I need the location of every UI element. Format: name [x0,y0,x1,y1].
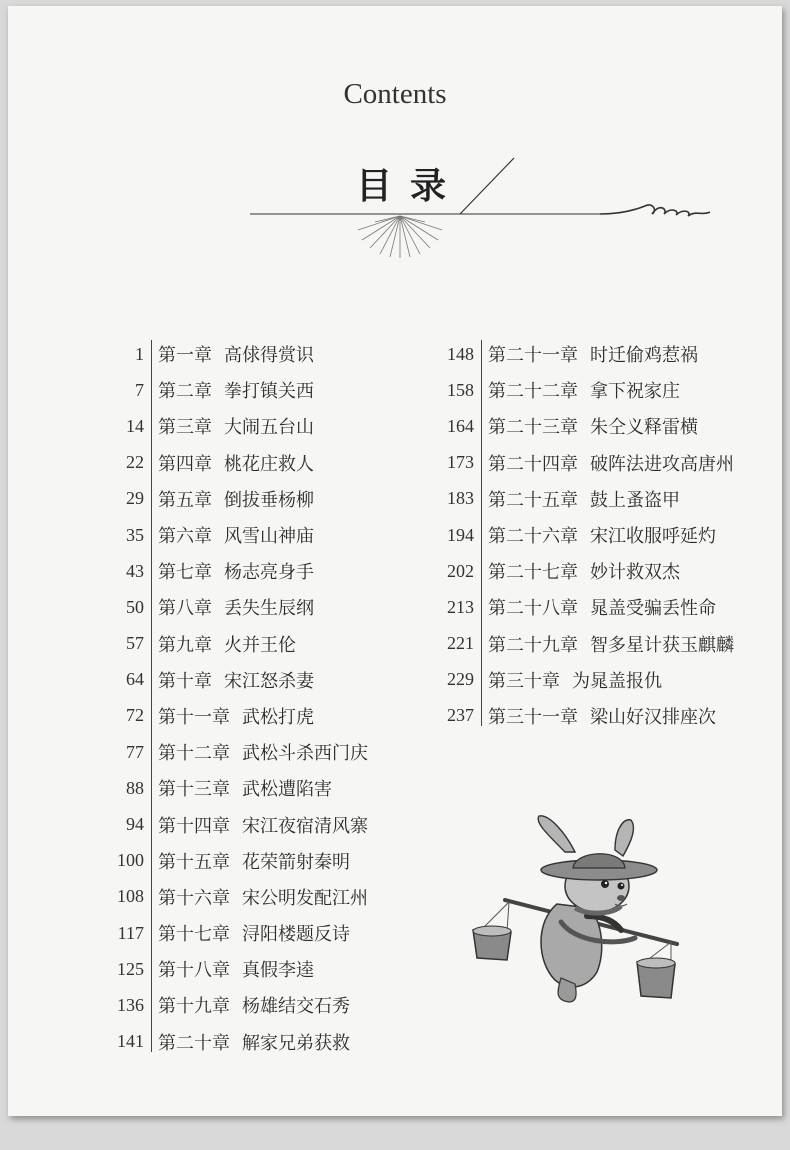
toc-entry[interactable] [100,589,368,625]
toc-chapter-label: 第三十一章 [488,706,578,728]
toc-chapter-title: 为晁盖报仇 [572,670,662,692]
toc-entry[interactable] [100,553,368,589]
toc-chapter-label: 第二十二章 [488,381,578,403]
toc-chapter-label: 第十四章 [158,815,230,837]
toc-chapter-title: 大闹五台山 [224,417,314,439]
toc-entry[interactable] [430,372,734,408]
toc-entry[interactable] [100,662,368,698]
toc-page-number: 7 [135,379,144,400]
toc-chapter-title: 宋公明发配江州 [242,887,368,909]
toc-chapter-title: 宋江夜宿清风寨 [242,815,368,837]
toc-chapter-title: 花荣箭射秦明 [242,851,350,873]
toc-column-left [100,336,368,1060]
toc-chapter-title: 风雪山神庙 [224,526,314,548]
toc-page-number: 29 [126,488,144,509]
toc-entry[interactable] [430,662,734,698]
toc-page-number: 1 [135,343,144,364]
toc-entry[interactable] [430,481,734,517]
toc-page-number: 72 [126,705,144,726]
toc-entry[interactable] [430,626,734,662]
toc-page-number: 158 [447,379,474,400]
toc-page-number: 173 [447,452,474,473]
toc-chapter-title: 高俅得赏识 [224,345,314,367]
rabbit-carrying-buckets-illustration [465,812,685,1012]
toc-page-number: 141 [117,1031,144,1052]
toc-chapter-label: 第二十六章 [488,526,578,548]
toc-chapter-label: 第十九章 [158,996,230,1018]
toc-chapter-label: 第十八章 [158,960,230,982]
toc-page-number: 22 [126,452,144,473]
toc-entry[interactable] [430,408,734,444]
toc-page-number: 14 [126,415,144,436]
toc-chapter-title: 倒拔垂杨柳 [224,489,314,511]
toc-chapter-title: 拿下祝家庄 [590,381,680,403]
toc-page-number: 221 [447,633,474,654]
toc-entry[interactable] [430,553,734,589]
toc-page-number: 194 [447,524,474,545]
toc-entry[interactable] [100,336,368,372]
toc-chapter-label: 第三章 [158,417,212,439]
toc-entry[interactable] [100,408,368,444]
toc-chapter-label: 第十一章 [158,706,230,728]
toc-page-number: 64 [126,669,144,690]
toc-entry[interactable] [430,517,734,553]
toc-chapter-title: 真假李逵 [242,960,314,982]
title-ornament [240,150,720,260]
toc-page-number: 136 [117,994,144,1015]
toc-chapter-label: 第四章 [158,453,212,475]
toc-chapter-label: 第三十章 [488,670,560,692]
toc-page-number: 237 [447,705,474,726]
toc-entry[interactable] [430,445,734,481]
toc-chapter-title: 鼓上蚤盗甲 [590,489,680,511]
toc-chapter-label: 第十七章 [158,924,230,946]
toc-chapter-title: 朱仝义释雷横 [590,417,698,439]
toc-page-number: 50 [126,596,144,617]
toc-chapter-label: 第十二章 [158,743,230,765]
toc-entry[interactable] [100,1024,368,1060]
toc-chapter-title: 时迁偷鸡惹祸 [590,345,698,367]
toc-entry[interactable] [100,626,368,662]
toc-page-number: 88 [126,777,144,798]
toc-chapter-title: 桃花庄救人 [224,453,314,475]
toc-chapter-label: 第十章 [158,670,212,692]
toc-chapter-title: 火并王伦 [224,634,296,656]
toc-chapter-title: 武松斗杀西门庆 [242,743,368,765]
toc-chapter-label: 第五章 [158,489,212,511]
toc-chapter-title: 智多星计获玉麒麟 [590,634,734,656]
toc-entry[interactable] [100,806,368,842]
toc-chapter-title: 丢失生辰纲 [224,598,314,620]
toc-page-number: 164 [447,415,474,436]
toc-chapter-title: 解家兄弟获救 [242,1032,350,1054]
toc-page-number: 94 [126,814,144,835]
toc-entry[interactable] [100,770,368,806]
toc-chapter-label: 第十三章 [158,779,230,801]
toc-entry[interactable] [100,951,368,987]
toc-chapter-label: 第二十章 [158,1032,230,1054]
toc-entry[interactable] [100,734,368,770]
toc-entry[interactable] [430,698,734,734]
toc-page-number: 100 [117,850,144,871]
toc-chapter-title: 武松打虎 [242,706,314,728]
toc-chapter-label: 第二十四章 [488,453,578,475]
toc-chapter-label: 第九章 [158,634,212,656]
toc-entry[interactable] [430,589,734,625]
toc-entry[interactable] [100,372,368,408]
contents-title-cn: 目录 [356,165,465,207]
toc-chapter-title: 浔阳楼题反诗 [242,924,350,946]
toc-entry[interactable] [100,481,368,517]
toc-entry[interactable] [100,445,368,481]
toc-page-number: 183 [447,488,474,509]
toc-entry[interactable] [100,843,368,879]
toc-page-number: 125 [117,958,144,979]
toc-chapter-title: 宋江怒杀妻 [224,670,314,692]
toc-chapter-title: 宋江收服呼延灼 [590,526,716,548]
toc-chapter-label: 第二十九章 [488,634,578,656]
toc-entry[interactable] [100,987,368,1023]
toc-page-number: 43 [126,560,144,581]
toc-page-number: 148 [447,343,474,364]
toc-entry[interactable] [430,336,734,372]
toc-chapter-label: 第一章 [158,345,212,367]
toc-entry[interactable] [100,698,368,734]
toc-page-number: 213 [447,596,474,617]
toc-page-number: 77 [126,741,144,762]
toc-entry[interactable] [100,915,368,951]
toc-chapter-title: 破阵法进攻高唐州 [590,453,734,475]
toc-page-number: 35 [126,524,144,545]
toc-chapter-label: 第二十五章 [488,489,578,511]
toc-page-number: 108 [117,886,144,907]
toc-chapter-title: 杨雄结交石秀 [242,996,350,1018]
toc-page-number: 57 [126,633,144,654]
toc-chapter-label: 第八章 [158,598,212,620]
toc-page-number: 117 [117,922,144,943]
toc-page-number: 202 [447,560,474,581]
contents-title-en: Contents [343,78,447,110]
toc-chapter-title: 晁盖受骗丢性命 [590,598,716,620]
toc-chapter-label: 第二十七章 [488,562,578,584]
toc-chapter-label: 第二十一章 [488,345,578,367]
toc-chapter-title: 武松遭陷害 [242,779,332,801]
toc-entry[interactable] [100,517,368,553]
toc-chapter-title: 杨志亮身手 [224,562,314,584]
toc-page-number: 229 [447,669,474,690]
toc-column-right [430,336,734,734]
toc-chapter-label: 第七章 [158,562,212,584]
toc-entry[interactable] [100,879,368,915]
toc-chapter-label: 第二章 [158,381,212,403]
toc-chapter-label: 第二十八章 [488,598,578,620]
toc-chapter-label: 第二十三章 [488,417,578,439]
toc-chapter-title: 拳打镇关西 [224,381,314,403]
toc-chapter-label: 第十六章 [158,887,230,909]
toc-chapter-title: 妙计救双杰 [590,562,680,584]
toc-chapter-title: 梁山好汉排座次 [590,706,716,728]
toc-chapter-label: 第六章 [158,526,212,548]
toc-chapter-label: 第十五章 [158,851,230,873]
